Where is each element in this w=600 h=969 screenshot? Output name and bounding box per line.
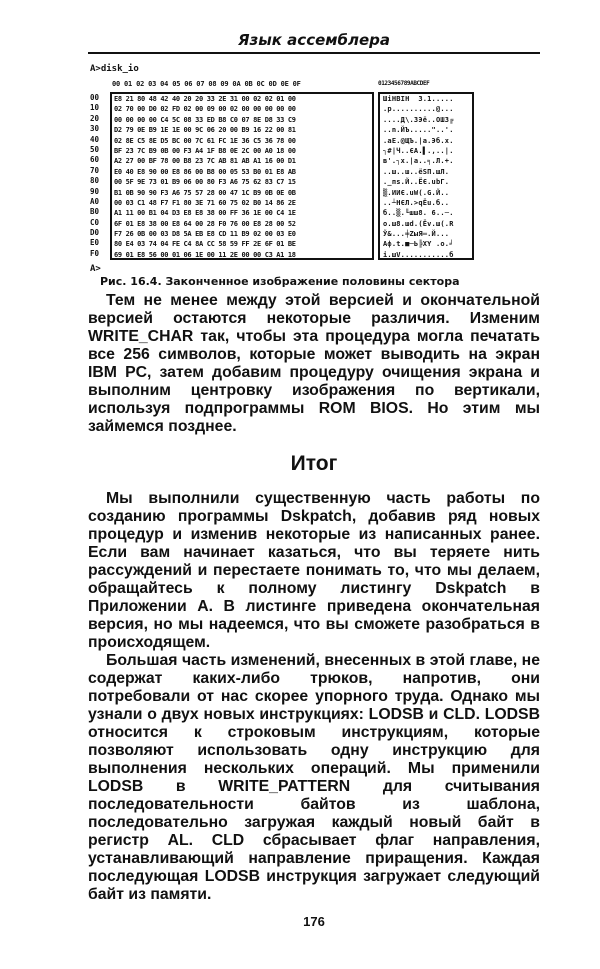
- ascii-row: в'.┐x.|а..╕.Л.+.: [383, 157, 454, 166]
- hex-row: 02 8E C5 8E D5 BC 00 7C 61 FC 1E 36 C5 36 78 00: [114, 136, 296, 145]
- hex-row: A2 27 00 BF 78 00 B8 23 7C AB 81 AB A1 16 00 D1: [114, 157, 296, 166]
- offset-label: 30: [90, 124, 100, 134]
- ascii-row: ..ш..ш..ёSП.шЛ.: [383, 167, 450, 176]
- hex-row: 80 E4 03 74 04 FE C4 8A CC 58 59 FF 2E 6F 01 BE: [114, 240, 296, 249]
- paragraph-2: Мы выполнили существенную часть работы по созданию программы Dskpatch, добавив ряд новых процедур и изменив некоторые из написанных ранее. Если вам начинает казаться, что вы теряете нить рассуждений и перестаете понимать то, что мы делаем, обращайтесь к полному листингу Dskpatch в Приложении А. В листинге приведена окончательная версия, но мы надеемся, что вы сможете разобраться в происходящем.: [88, 490, 540, 651]
- ascii-row: Аф.t.■─Ь╠XY .o.╛: [383, 240, 454, 249]
- ascii-chars-box: [378, 92, 474, 260]
- offset-label: 20: [90, 113, 100, 123]
- ascii-row: .p..........@...: [383, 105, 454, 114]
- offset-label: E0: [90, 238, 100, 248]
- ascii-row: ._пs.Й..ЁЄ.ubГ.: [383, 178, 450, 187]
- ascii-column-header: 0123456789ABCDEF: [378, 80, 430, 87]
- hex-row: BF 23 7C B9 0B 00 F3 A4 1F B8 0E 2C 00 A0 18 00: [114, 146, 296, 155]
- ascii-row: ШіHBIH 3.1.....: [383, 95, 454, 103]
- offset-label: B0: [90, 207, 100, 217]
- ascii-row: ..n.ЙЪ....."..'.: [383, 126, 454, 135]
- hex-row: 00 03 C1 48 F7 F1 80 3E 71 60 75 02 B0 14 86 2E: [114, 198, 296, 207]
- section-title: Итог: [290, 452, 338, 475]
- hex-row: D2 79 0E B9 1E 1E 00 9C 06 20 00 B9 16 22 00 81: [114, 126, 296, 135]
- offset-label: 00: [90, 93, 100, 102]
- hex-row: 6F 01 E8 38 00 E8 64 00 28 F0 76 00 E8 28 00 52: [114, 219, 296, 228]
- hex-row: 00 5F 9E 73 01 B9 06 00 80 F3 A6 75 62 83 C7 15: [114, 178, 296, 187]
- running-header: Язык ассемблера: [88, 30, 540, 54]
- hex-row: 69 01 E8 56 00 01 06 1E 00 11 2E 00 00 C3 A1 18: [114, 250, 296, 259]
- offset-label: 80: [90, 176, 100, 186]
- hex-dump-figure: [90, 80, 476, 262]
- offset-label: 70: [90, 165, 100, 175]
- hex-row: B1 0B 90 90 F3 A6 75 57 28 00 47 1C B9 0B 0E 0B: [114, 188, 296, 197]
- ascii-row: Ў&...╪ZыЯ═.Й...: [383, 230, 450, 239]
- page-number: 176: [303, 914, 325, 929]
- hex-bytes-box: [110, 92, 374, 260]
- offset-label: 10: [90, 103, 100, 113]
- offset-column: [90, 93, 108, 259]
- figure-caption: Рис. 16.4. Законченное изображение половины сектора: [100, 275, 460, 288]
- hex-row: E8 21 80 48 42 40 20 20 33 2E 31 00 02 02 01 00: [114, 95, 296, 103]
- offset-label: D0: [90, 228, 100, 238]
- ascii-row: б..▒.╙шш8. 6..─.: [383, 209, 454, 218]
- offset-label: 40: [90, 134, 100, 144]
- offset-label: C0: [90, 217, 100, 227]
- hex-row: 00 00 00 00 C4 5C 08 33 ED B8 C0 07 8E D8 33 C9: [114, 115, 296, 124]
- ascii-row: o.ш8.шd.(Ёv.ш(.R: [383, 219, 454, 228]
- ascii-row: ....Д\.3Эё..ОШ3╔: [383, 115, 454, 124]
- ascii-row: .аЕ.@ЩЪ.|a.Эб.x.: [383, 136, 454, 145]
- offset-label: F0: [90, 248, 100, 258]
- offset-label: 60: [90, 155, 100, 165]
- paragraph-3: Большая часть изменений, внесенных в этой главе, не содержат каких-либо трюков, напротив, они потребовали от нас скорее упорного труда. Однако мы узнали о двух новых инструкциях: LODSB и CLD. LODSB относится к строковым инструкциям, которые позволяют использовать одну инструкцию для выполнения нескольких операций. Мы применили LODSB в WRITE_PATTERN для считывания последовательности байтов из шаблона, последовательно загружая каждый новый байт в регистр AL. CLD сбрасывает флаг направления, устанавливающий направление приращения. Каждая последующая LODSB инструкция загружает следующий байт из памяти.: [88, 652, 540, 903]
- offset-label: A0: [90, 196, 100, 206]
- hex-row: 02 70 00 D0 02 FD 02 00 09 00 02 00 00 00 00 00: [114, 105, 296, 114]
- dos-prompt-command: A>disk_io: [90, 64, 139, 74]
- hex-row: E0 40 E8 90 00 E8 86 00 B8 00 05 53 B0 01 E8 AB: [114, 167, 296, 176]
- ascii-row: ┐#|Ч..ЄA.▌.,..|.: [383, 146, 454, 155]
- ascii-row: i.шV...........б: [383, 250, 454, 259]
- hex-column-header: 00 01 02 03 04 05 06 07 08 09 0A 0B 0C 0D 0E 0F: [112, 80, 301, 88]
- offset-label: 90: [90, 186, 100, 196]
- dump-column-header: [90, 80, 476, 90]
- hex-row: F7 26 0B 00 03 D8 5A EB E8 CD 11 B9 02 00 03 E0: [114, 230, 296, 239]
- hex-row: A1 11 00 B1 04 D3 E8 E8 38 00 FF 36 1E 00 C4 1E: [114, 209, 296, 218]
- offset-label: 50: [90, 144, 100, 154]
- dos-prompt-final: A>: [90, 264, 101, 274]
- paragraph-1: Тем не менее между этой версией и окончательной версией остаются некоторые различия. Изменим WRITE_CHAR так, чтобы эта процедура могла печатать все 256 символов, которые может выводить на экран IBM PC, затем добавим процедуру очищения экрана и выполним центровку изображения по вертикали, используя подпрограммы ROM BIOS. Но этим мы займемся позднее.: [88, 292, 540, 435]
- ascii-row: ▒.ИИЄ.uW(.G.Й..: [383, 188, 450, 197]
- ascii-row: ..┴HЄЛ.>qЁu.б..: [383, 198, 450, 207]
